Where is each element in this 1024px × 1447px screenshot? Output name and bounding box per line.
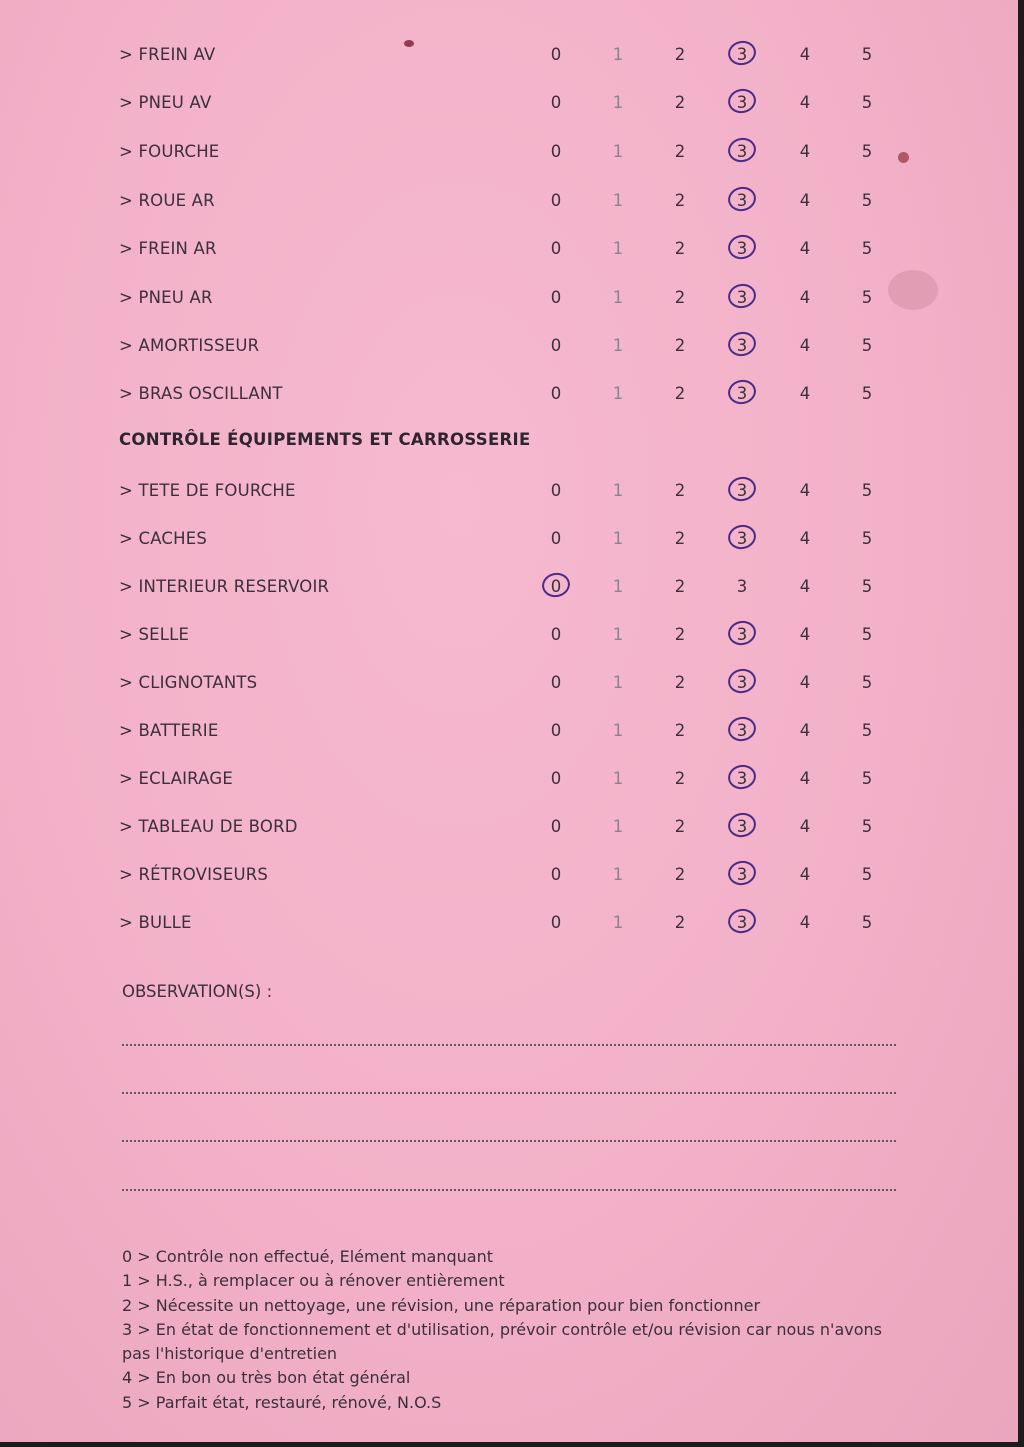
row-label: > INTERIEUR RESERVOIR xyxy=(119,577,330,596)
score-option-0[interactable]: 0 xyxy=(550,239,562,258)
score-option-0[interactable]: 0 xyxy=(550,336,562,355)
row-label: > FREIN AV xyxy=(119,45,216,64)
score-option-2[interactable]: 2 xyxy=(674,769,686,788)
score-option-3[interactable]: 3 xyxy=(736,721,748,740)
score-option-0[interactable]: 0 xyxy=(550,142,562,161)
score-option-2[interactable]: 2 xyxy=(674,191,686,210)
checklist-row xyxy=(0,333,1018,361)
score-option-3[interactable]: 3 xyxy=(736,625,748,644)
checklist-row xyxy=(0,670,1018,698)
score-option-5[interactable]: 5 xyxy=(861,529,873,548)
legend-line-0: 0 > Contrôle non effectué, Elément manquant xyxy=(122,1247,493,1266)
score-option-3[interactable]: 3 xyxy=(736,336,748,355)
row-label: > PNEU AV xyxy=(119,93,212,112)
score-option-0[interactable]: 0 xyxy=(550,191,562,210)
score-option-3[interactable]: 3 xyxy=(736,817,748,836)
checklist-row xyxy=(0,139,1018,167)
score-option-0[interactable]: 0 xyxy=(550,865,562,884)
score-option-5[interactable]: 5 xyxy=(861,336,873,355)
score-option-3[interactable]: 3 xyxy=(736,481,748,500)
score-option-5[interactable]: 5 xyxy=(861,913,873,932)
score-option-3[interactable]: 3 xyxy=(736,529,748,548)
score-option-5[interactable]: 5 xyxy=(861,673,873,692)
observation-line-4[interactable] xyxy=(122,1189,896,1191)
row-label: > AMORTISSEUR xyxy=(119,336,260,355)
checklist-row xyxy=(0,622,1018,650)
score-option-3[interactable]: 3 xyxy=(736,769,748,788)
score-option-2[interactable]: 2 xyxy=(674,142,686,161)
row-label: > CLIGNOTANTS xyxy=(119,673,258,692)
score-option-2[interactable]: 2 xyxy=(674,45,686,64)
score-option-1[interactable]: 1 xyxy=(612,191,624,210)
score-option-1[interactable]: 1 xyxy=(612,817,624,836)
checklist-row xyxy=(0,910,1018,938)
score-option-0[interactable]: 0 xyxy=(550,481,562,500)
score-option-5[interactable]: 5 xyxy=(861,817,873,836)
score-option-4[interactable]: 4 xyxy=(799,239,811,258)
score-option-3[interactable]: 3 xyxy=(736,288,748,307)
score-option-4[interactable]: 4 xyxy=(799,336,811,355)
score-option-4[interactable]: 4 xyxy=(799,191,811,210)
legend-line-4: 4 > En bon ou très bon état général xyxy=(122,1368,411,1388)
score-option-1[interactable]: 1 xyxy=(612,336,624,355)
score-option-0[interactable]: 0 xyxy=(550,721,562,740)
score-option-4[interactable]: 4 xyxy=(799,529,811,548)
checklist-row xyxy=(0,188,1018,216)
row-label: > TABLEAU DE BORD xyxy=(119,817,298,836)
score-option-2[interactable]: 2 xyxy=(674,721,686,740)
score-option-1[interactable]: 1 xyxy=(612,384,624,403)
score-option-0[interactable]: 0 xyxy=(550,673,562,692)
score-option-4[interactable]: 4 xyxy=(799,288,811,307)
score-option-5[interactable]: 5 xyxy=(861,769,873,788)
score-option-4[interactable]: 4 xyxy=(799,721,811,740)
score-option-5[interactable]: 5 xyxy=(861,93,873,112)
score-option-1[interactable]: 1 xyxy=(612,769,624,788)
score-option-1[interactable]: 1 xyxy=(612,288,624,307)
score-option-5[interactable]: 5 xyxy=(861,481,873,500)
row-label: > ROUE AR xyxy=(119,191,215,210)
checklist-row xyxy=(0,285,1018,313)
row-label: > TETE DE FOURCHE xyxy=(119,481,296,500)
row-label: > BULLE xyxy=(119,913,192,932)
row-label: > PNEU AR xyxy=(119,288,213,307)
legend-line-1: 1 > H.S., à remplacer ou à rénover entièrement xyxy=(122,1271,505,1291)
score-option-5[interactable]: 5 xyxy=(861,577,873,596)
observation-line-3[interactable] xyxy=(122,1140,896,1142)
score-option-3[interactable]: 3 xyxy=(736,913,748,932)
row-label: > ECLAIRAGE xyxy=(119,769,233,788)
checklist-row xyxy=(0,862,1018,890)
score-option-2[interactable]: 2 xyxy=(674,336,686,355)
score-option-0[interactable]: 0 xyxy=(550,45,562,64)
score-option-5[interactable]: 5 xyxy=(861,45,873,64)
score-option-4[interactable]: 4 xyxy=(799,673,811,692)
score-option-4[interactable]: 4 xyxy=(799,481,811,500)
score-legend xyxy=(122,1245,892,1415)
score-option-2[interactable]: 2 xyxy=(674,384,686,403)
score-option-2[interactable]: 2 xyxy=(674,93,686,112)
score-option-5[interactable]: 5 xyxy=(861,239,873,258)
score-option-5[interactable]: 5 xyxy=(861,142,873,161)
score-option-2[interactable]: 2 xyxy=(674,625,686,644)
score-option-4[interactable]: 4 xyxy=(799,384,811,403)
row-label: > BRAS OSCILLANT xyxy=(119,384,283,403)
row-label: > BATTERIE xyxy=(119,721,219,740)
score-option-1[interactable]: 1 xyxy=(612,481,624,500)
checklist-row xyxy=(0,526,1018,554)
score-option-4[interactable]: 4 xyxy=(799,817,811,836)
score-option-2[interactable]: 2 xyxy=(674,529,686,548)
row-label: > CACHES xyxy=(119,529,208,548)
score-option-5[interactable]: 5 xyxy=(861,625,873,644)
score-option-0[interactable]: 0 xyxy=(550,817,562,836)
score-option-0[interactable]: 0 xyxy=(550,625,562,644)
score-option-2[interactable]: 2 xyxy=(674,288,686,307)
score-option-2[interactable]: 2 xyxy=(674,239,686,258)
score-option-4[interactable]: 4 xyxy=(799,769,811,788)
score-option-3[interactable]: 3 xyxy=(736,239,748,258)
checklist-row xyxy=(0,718,1018,746)
section-heading: CONTRÔLE ÉQUIPEMENTS ET CARROSSERIE xyxy=(119,430,531,449)
checklist-row xyxy=(0,90,1018,118)
score-option-5[interactable]: 5 xyxy=(861,721,873,740)
score-option-0[interactable]: 0 xyxy=(550,93,562,112)
score-option-4[interactable]: 4 xyxy=(799,142,811,161)
score-option-0[interactable]: 0 xyxy=(550,913,562,932)
score-option-4[interactable]: 4 xyxy=(799,577,811,596)
legend-line-5: 5 > Parfait état, restauré, rénové, N.O.S xyxy=(122,1392,442,1412)
score-option-5[interactable]: 5 xyxy=(861,865,873,884)
score-option-1[interactable]: 1 xyxy=(612,529,624,548)
score-option-5[interactable]: 5 xyxy=(861,384,873,403)
score-option-1[interactable]: 1 xyxy=(612,913,624,932)
row-label: > RÉTROVISEURS xyxy=(119,865,269,884)
checklist-row xyxy=(0,814,1018,842)
score-option-3[interactable]: 3 xyxy=(736,384,748,403)
row-label: > FREIN AR xyxy=(119,239,217,258)
score-option-1[interactable]: 1 xyxy=(612,45,624,64)
score-option-2[interactable]: 2 xyxy=(674,673,686,692)
legend-line-2: 2 > Nécessite un nettoyage, une révision, une réparation pour bien fonctionner xyxy=(122,1295,761,1315)
score-option-3[interactable]: 3 xyxy=(736,865,748,884)
score-option-5[interactable]: 5 xyxy=(861,191,873,210)
score-option-1[interactable]: 1 xyxy=(612,673,624,692)
score-option-3[interactable]: 3 xyxy=(736,191,748,210)
score-option-1[interactable]: 1 xyxy=(612,721,624,740)
score-option-1[interactable]: 1 xyxy=(612,142,624,161)
checklist-row xyxy=(0,766,1018,794)
score-option-4[interactable]: 4 xyxy=(799,93,811,112)
score-option-1[interactable]: 1 xyxy=(612,93,624,112)
score-option-3[interactable]: 3 xyxy=(736,577,748,596)
score-option-4[interactable]: 4 xyxy=(799,913,811,932)
score-option-2[interactable]: 2 xyxy=(674,577,686,596)
score-option-4[interactable]: 4 xyxy=(799,625,811,644)
score-option-2[interactable]: 2 xyxy=(674,865,686,884)
score-option-2[interactable]: 2 xyxy=(674,481,686,500)
score-option-1[interactable]: 1 xyxy=(612,865,624,884)
score-option-3[interactable]: 3 xyxy=(736,45,748,64)
observation-line-2[interactable] xyxy=(122,1092,896,1094)
checklist-row xyxy=(0,236,1018,264)
observation-line-1[interactable] xyxy=(122,1044,896,1046)
score-option-0[interactable]: 0 xyxy=(550,384,562,403)
score-option-1[interactable]: 1 xyxy=(612,577,624,596)
score-option-0[interactable]: 0 xyxy=(550,769,562,788)
score-option-0[interactable]: 0 xyxy=(550,529,562,548)
score-option-4[interactable]: 4 xyxy=(799,865,811,884)
checklist-row xyxy=(0,574,1018,602)
legend-line-3: 3 > En état de fonctionnement et d'utilisation, prévoir contrôle et/ou révision car nous n'avons pas l'historique d'entretien xyxy=(122,1319,882,1364)
score-option-2[interactable]: 2 xyxy=(674,913,686,932)
score-option-3[interactable]: 3 xyxy=(736,93,748,112)
observations-label: OBSERVATION(S) : xyxy=(122,982,273,1001)
checklist-row xyxy=(0,42,1018,70)
score-option-0[interactable]: 0 xyxy=(550,577,562,596)
score-option-1[interactable]: 1 xyxy=(612,239,624,258)
score-option-4[interactable]: 4 xyxy=(799,45,811,64)
row-label: > SELLE xyxy=(119,625,190,644)
score-option-1[interactable]: 1 xyxy=(612,625,624,644)
score-option-5[interactable]: 5 xyxy=(861,288,873,307)
score-option-3[interactable]: 3 xyxy=(736,142,748,161)
row-label: > FOURCHE xyxy=(119,142,220,161)
score-option-3[interactable]: 3 xyxy=(736,673,748,692)
score-option-0[interactable]: 0 xyxy=(550,288,562,307)
score-option-2[interactable]: 2 xyxy=(674,817,686,836)
checklist-row xyxy=(0,381,1018,409)
checklist-row xyxy=(0,478,1018,506)
